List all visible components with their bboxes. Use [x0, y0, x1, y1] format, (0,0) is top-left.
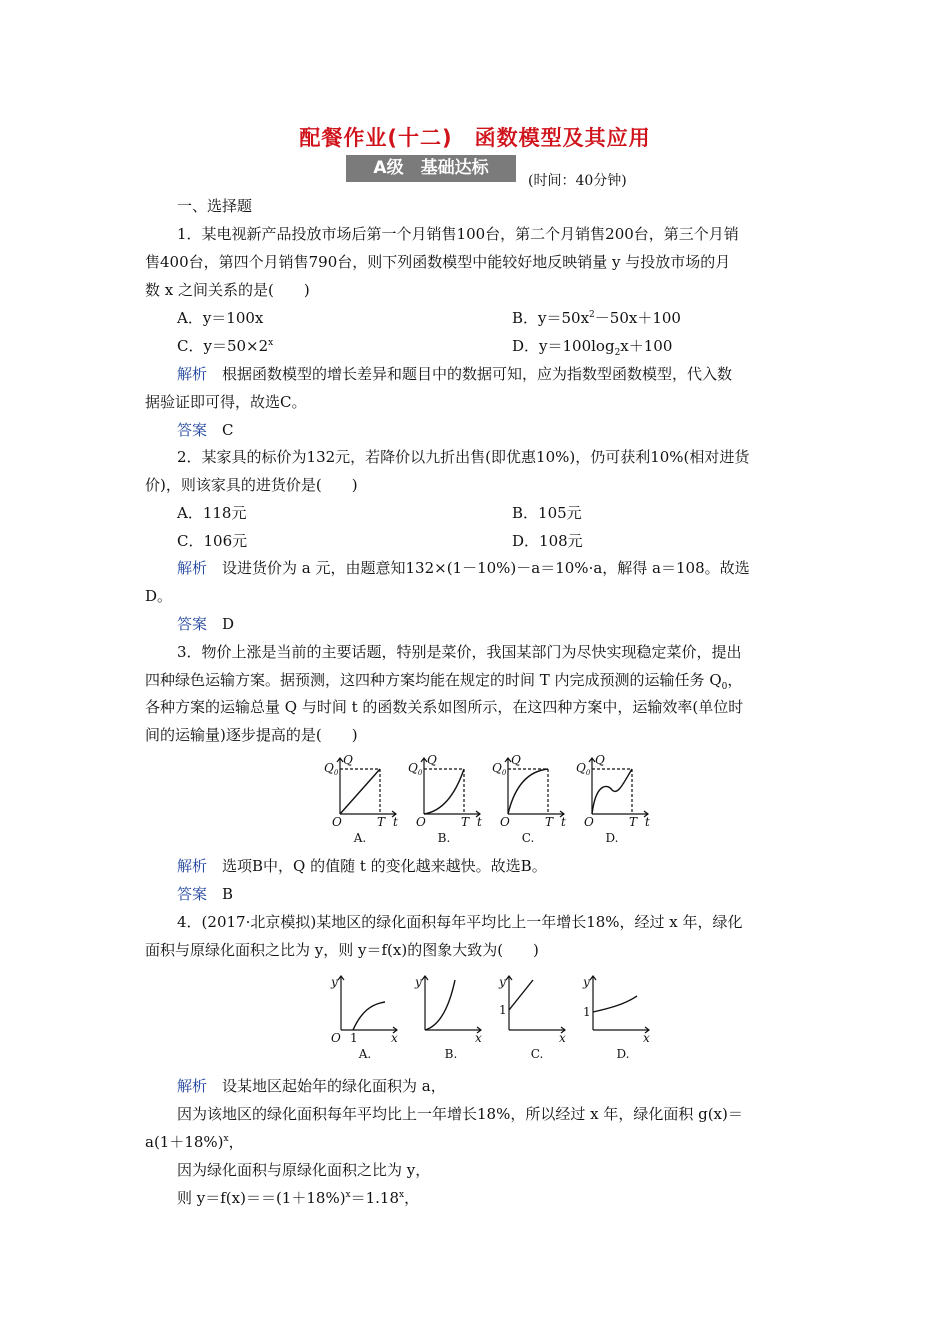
q1-option-c: C．$y=50\times 2^x$	[177, 337, 274, 355]
q3-c-q0-label: $Q_0$	[492, 761, 507, 777]
q3-c-origin-label: O	[500, 815, 510, 829]
q1-line-2: 售400台，第四个月销售790台，则下列函数模型中能较好地反映销量 y 与投放市场的月	[145, 253, 731, 271]
q4-line-2: 面积与原绿化面积之比为 y，则 y＝f(x)的图象大致为( )	[145, 941, 539, 959]
q3-a-t-label: t	[393, 815, 398, 829]
q3-analysis: 解析 选项B中，Q 的值随 t 的变化越来越快。故选B。	[177, 857, 547, 875]
q2-option-d: D．108元	[512, 532, 583, 550]
q2-line-1: 2．某家具的标价为132元，若降价以九折出售(即优惠10%)，仍可获利10%(相对进货	[177, 448, 750, 466]
q3-d-T-label: T	[629, 815, 638, 829]
q4-a-x-label: x	[391, 1031, 398, 1045]
q4-b-y-label: y	[415, 975, 422, 989]
q4-a-origin-label: O	[331, 1031, 341, 1045]
q4-b-x-label: x	[475, 1031, 482, 1045]
q4-d-one-label: 1	[583, 1005, 591, 1019]
q4-d-y-label: y	[583, 975, 590, 989]
time-note: (时间：40分钟)	[528, 173, 627, 189]
q3-b-t-label: t	[477, 815, 482, 829]
q4-line-1: 4．(2017·北京模拟)某地区的绿化面积每年平均比上一年增长18%，经过 x 年，绿化	[177, 913, 743, 931]
q4-caption-d: D.	[616, 1047, 630, 1061]
q3-line-1: 3．物价上涨是当前的主要话题，特别是菜价，我国某部门为尽快实现稳定菜价，提出	[177, 643, 742, 661]
q3-line-2: 四种绿色运输方案。据预测，这四种方案均能在规定的时间 T 内完成预测的运输任务 $Q_0$，	[145, 671, 743, 692]
q4-caption-a: A.	[358, 1047, 372, 1061]
q4-analysis-line-2: 因为该地区的绿化面积每年平均比上一年增长18%，所以经过 x 年，绿化面积 g(x)＝	[177, 1105, 743, 1123]
q1-line-1: 1．某电视新产品投放市场后第一个月销售100台，第二个月销售200台，第三个月销	[177, 225, 739, 243]
q1-answer: 答案 C	[177, 421, 234, 439]
q4-analysis-line-4: 因为绿化面积与原绿化面积之比为 y，	[177, 1161, 431, 1179]
q3-b-q0-label: $Q_0$	[408, 761, 423, 777]
q3-a-q0-label: $Q_0$	[324, 761, 339, 777]
q3-line-4: 间的运输量)逐步提高的是( )	[145, 726, 358, 744]
q4-analysis-line-3: $a(1+18\%)^x$，	[145, 1133, 244, 1151]
q3-d-q0-label: $Q_0$	[576, 761, 591, 777]
q3-caption-c: C.	[521, 831, 535, 845]
q1-analysis-cont: 据验证即可得，故选C。	[145, 393, 307, 411]
analysis-tag: 解析	[177, 559, 208, 577]
q1-option-a: A．y＝100x	[177, 309, 264, 327]
q4-graph-d	[590, 976, 649, 1033]
q3-d-q-label: Q	[595, 753, 605, 767]
q4-caption-b: B.	[444, 1047, 458, 1061]
q1-option-d: D．$y=100\log_2x+100$	[512, 337, 673, 358]
analysis-tag: 解析	[177, 1077, 208, 1095]
q3-figure	[318, 752, 668, 848]
answer-tag: 答案	[177, 615, 208, 633]
q4-graph-c	[506, 976, 565, 1033]
q2-analysis: 解析 设进货价为 a 元，由题意知132×(1－10%)－a＝10%·a，解得 a＝108。故选	[177, 559, 750, 577]
q4-c-y-label: y	[499, 975, 506, 989]
q2-option-b: B．105元	[512, 504, 582, 522]
q3-a-origin-label: O	[332, 815, 342, 829]
q3-a-T-label: T	[377, 815, 386, 829]
q3-c-q-label: Q	[511, 753, 521, 767]
q1-option-b: B．$y=50x^2-50x+100$	[512, 309, 681, 327]
analysis-tag: 解析	[177, 857, 208, 875]
q4-graph-a	[338, 976, 397, 1033]
q4-a-y-label: y	[331, 975, 338, 989]
q3-b-q-label: Q	[427, 753, 437, 767]
level-banner: A级 基础达标	[346, 155, 516, 182]
section-heading: 一、选择题	[177, 197, 253, 215]
q4-c-one-label: 1	[499, 1003, 507, 1017]
q3-c-t-label: t	[561, 815, 566, 829]
q3-a-q-label: Q	[343, 753, 353, 767]
q1-line-3: 数 x 之间关系的是( )	[145, 281, 310, 299]
q3-caption-a: A.	[353, 831, 367, 845]
q3-d-origin-label: O	[584, 815, 594, 829]
q2-option-c: C．106元	[177, 532, 248, 550]
q3-b-origin-label: O	[416, 815, 426, 829]
answer-tag: 答案	[177, 885, 208, 903]
q4-analysis: 解析 设某地区起始年的绿化面积为 a，	[177, 1077, 446, 1095]
answer-tag: 答案	[177, 421, 208, 439]
q2-answer: 答案 D	[177, 615, 235, 633]
q1-analysis: 解析 根据函数模型的增长差异和题目中的数据可知，应为指数型函数模型，代入数	[177, 365, 733, 383]
q3-caption-d: D.	[605, 831, 619, 845]
q4-analysis-line-5: 则 $y=f(x)==(1+18\%)^x=1.18^x$，	[177, 1189, 420, 1207]
q3-d-t-label: t	[645, 815, 650, 829]
q4-c-x-label: x	[559, 1031, 566, 1045]
analysis-tag: 解析	[177, 365, 208, 383]
q3-caption-b: B.	[437, 831, 451, 845]
q3-b-T-label: T	[461, 815, 470, 829]
q4-d-x-label: x	[643, 1031, 650, 1045]
page-title: 配餐作业(十二) 函数模型及其应用	[299, 126, 651, 150]
q2-option-a: A．118元	[177, 504, 247, 522]
q3-line-3: 各种方案的运输总量 Q 与时间 t 的函数关系如图所示，在这四种方案中，运输效率(单位时	[145, 698, 744, 716]
q2-line-2: 价)，则该家具的进货价是( )	[145, 476, 358, 494]
q3-c-T-label: T	[545, 815, 554, 829]
q4-caption-c: C.	[530, 1047, 544, 1061]
q2-analysis-cont: D。	[145, 587, 173, 605]
q4-graph-b	[422, 976, 481, 1033]
q3-answer: 答案 B	[177, 885, 234, 903]
q4-a-one-label: 1	[350, 1031, 358, 1045]
q4-figure	[325, 968, 665, 1064]
